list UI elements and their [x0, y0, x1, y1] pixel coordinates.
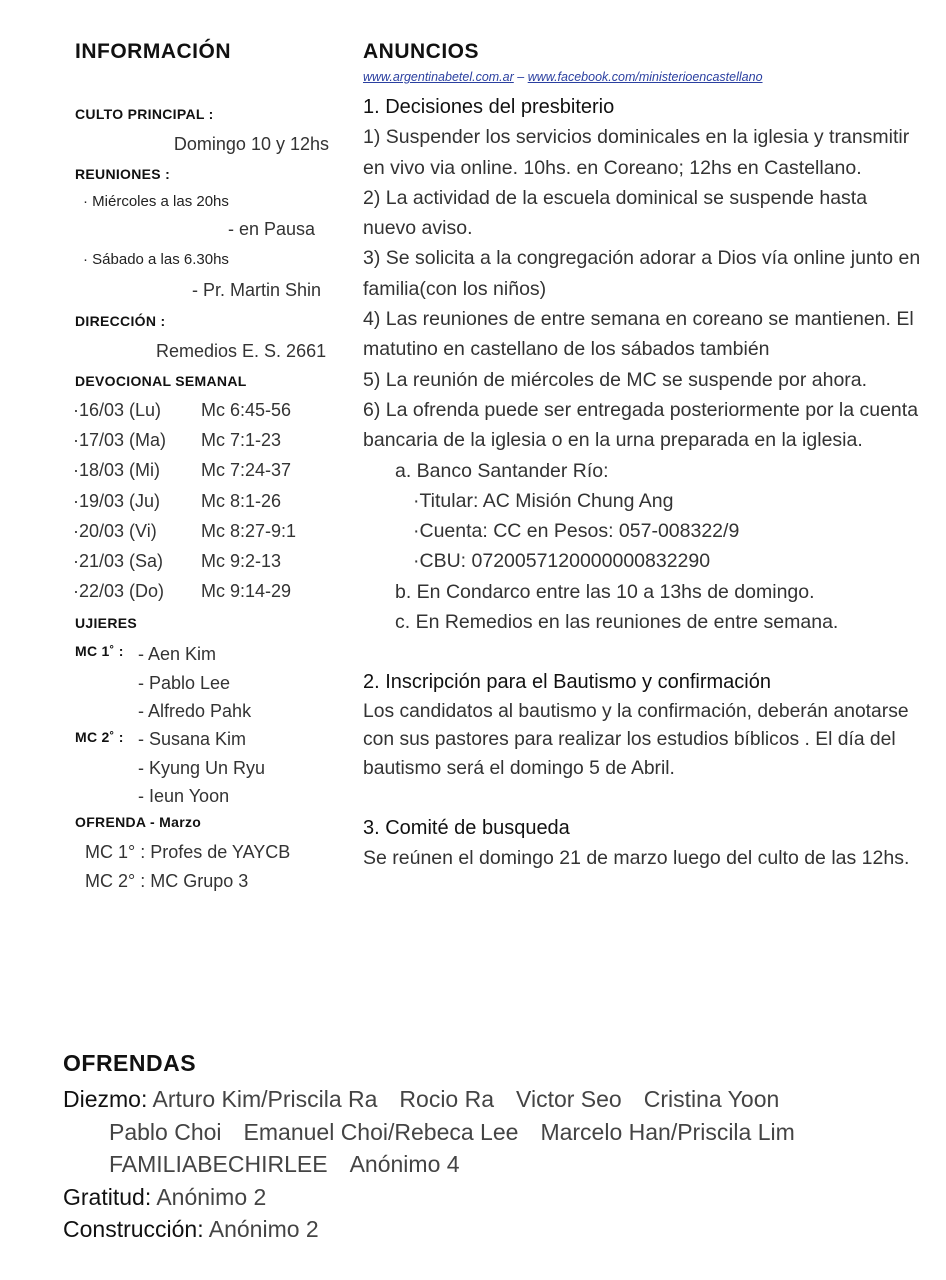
direccion-label: DIRECCIÓN :	[75, 313, 166, 329]
culto-label: CULTO PRINCIPAL :	[75, 106, 214, 122]
devocional-date: ·21/03 (Sa)	[73, 550, 164, 571]
section-bautismo	[363, 667, 923, 783]
diezmo-name: Arturo Kim/Priscila Ra	[152, 1086, 378, 1112]
devocional-date: ·19/03 (Ju)	[73, 490, 161, 511]
facebook-link[interactable]: www.facebook.com/ministerioencastellano	[527, 70, 763, 84]
devocional-row	[73, 460, 343, 490]
bank-option-c: c. En Remedios en las reuniones de entre semana.	[395, 611, 839, 634]
reunion-miercoles-note: - en Pausa	[228, 219, 316, 239]
ofrenda-mc2: MC 2° : MC Grupo 3	[85, 870, 249, 891]
ofrendas-title: OFRENDAS	[63, 1050, 197, 1076]
decision-item: 6) La ofrenda puede ser entregada posteriormente por la cuenta bancaria de la iglesia o en la urna preparada en la iglesia.	[363, 398, 919, 452]
direccion-value: Remedios E. S. 2661	[156, 341, 327, 361]
devocional-ref: Mc 6:45-56	[201, 400, 292, 420]
informacion-title: INFORMACIÓN	[75, 40, 231, 63]
diezmo-name: Victor Seo	[516, 1086, 622, 1112]
ofrenda-list	[85, 838, 290, 895]
devocional-row	[73, 551, 343, 581]
reuniones-label: REUNIONES :	[75, 166, 171, 182]
diezmo-name: Emanuel Choi/Rebeca Lee	[243, 1118, 519, 1145]
ujier-name: - Kyung Un Ryu	[138, 757, 266, 778]
devocional-date: ·17/03 (Ma)	[73, 430, 167, 451]
ofrenda-mc1: MC 1° : Profes de YAYCB	[85, 842, 291, 862]
diezmo-name: Pablo Choi	[109, 1118, 222, 1145]
bank-cbu: ·CBU: 0720057120000000832290	[413, 550, 711, 573]
decision-item: 3) Se solicita a la congregación adorar a Dios vía online junto en familia(con los niños)	[363, 247, 921, 300]
link-separator: –	[513, 70, 528, 84]
devocional-date: ·18/03 (Mi)	[73, 460, 161, 481]
ujier-name: - Aen Kim	[138, 644, 217, 664]
section-decisiones-title: 1. Decisiones del presbiterio	[363, 96, 615, 118]
devocional-date: ·20/03 (Vi)	[73, 520, 157, 541]
bank-cuenta: ·Cuenta: CC en Pesos: 057-008322/9	[413, 520, 740, 543]
anuncios-links	[363, 70, 923, 84]
devocional-list	[73, 400, 343, 611]
diezmo-line	[63, 1116, 923, 1149]
devocional-ref: Mc 9:14-29	[201, 581, 292, 602]
gratitud-label: Gratitud:	[63, 1183, 152, 1210]
decision-item: 2) La actividad de la escuela dominical se suspende hasta nuevo aviso.	[363, 186, 868, 240]
devocional-ref: Mc 8:27-9:1	[201, 520, 297, 541]
ofrenda-month: Marzo	[159, 814, 202, 830]
devocional-row	[73, 581, 343, 611]
gratitud-line	[63, 1181, 923, 1214]
diezmo-name: Marcelo Han/Priscila Lim	[540, 1118, 795, 1145]
devocional-row	[73, 491, 343, 521]
diezmo-name: Anónimo 4	[349, 1151, 460, 1177]
bank-option-a: a. Banco Santander Río:	[395, 459, 609, 482]
reunion-sabado: · Sábado a las 6.30hs	[83, 251, 229, 268]
reunion-miercoles: · Miércoles a las 20hs	[83, 193, 229, 210]
devocional-ref: Mc 8:1-26	[201, 490, 282, 511]
reunion-sabado-note: - Pr. Martin Shin	[192, 280, 322, 300]
section-comite-text: Se reúnen el domingo 21 de marzo luego del culto de las 12hs.	[363, 847, 910, 870]
devocional-row	[73, 400, 343, 430]
diezmo-label: Diezmo:	[63, 1086, 148, 1112]
anuncios-column	[363, 40, 923, 873]
section-bautismo-text: Los candidatos al bautismo y la confirmación, deberán anotarse con sus pastores para realizar los estudios bíblicos . El día del bautismo será el domingo 5 de Abril.	[363, 700, 909, 779]
gratitud-value: Anónimo 2	[156, 1183, 267, 1210]
ujier-name: - Susana Kim	[138, 729, 247, 749]
ofrendas-section	[63, 1050, 923, 1246]
decision-item: 1) Suspender los servicios dominicales en la iglesia y transmitir en vivo via online. 10hs. en Coreano; 12hs en Castellano.	[363, 126, 910, 179]
section-comite	[363, 813, 923, 873]
decision-item: 4) Las reuniones de entre semana en coreano se mantienen. El matutino en castellano de los sábados también	[363, 308, 914, 361]
diezmo-name: Cristina Yoon	[643, 1086, 780, 1112]
devocional-row	[73, 430, 343, 460]
ujier-name: - Pablo Lee	[138, 672, 231, 693]
anuncios-title: ANUNCIOS	[363, 40, 480, 63]
ujier-name: - Alfredo Pahk	[138, 701, 252, 721]
bank-titular: ·Titular: AC Misión Chung Ang	[413, 489, 674, 512]
decision-item: 5) La reunión de miércoles de MC se suspende por ahora.	[363, 368, 868, 391]
diezmo-name: Rocio Ra	[399, 1086, 495, 1112]
bank-option-b: b. En Condarco entre las 10 a 13hs de domingo.	[395, 580, 815, 603]
diezmo-line	[63, 1148, 923, 1181]
devocional-ref: Mc 7:1-23	[201, 430, 282, 451]
devocional-ref: Mc 9:2-13	[201, 550, 282, 571]
ujieres-mc2-list	[138, 725, 265, 811]
diezmo-line	[63, 1083, 923, 1116]
section-decisiones	[363, 92, 923, 637]
devocional-ref: Mc 7:24-37	[201, 460, 292, 481]
construccion-value: Anónimo 2	[208, 1216, 319, 1242]
devocional-row	[73, 521, 343, 551]
culto-value: Domingo 10 y 12hs	[173, 134, 329, 154]
ujieres-mc1-list	[138, 640, 251, 726]
construccion-label: Construcción:	[63, 1216, 204, 1242]
ujier-name: - Ieun Yoon	[138, 786, 230, 806]
ofrenda-label	[75, 814, 201, 830]
ujieres-mc1-label: MC 1˚ :	[75, 643, 124, 659]
section-bautismo-title: 2. Inscripción para el Bautismo y confirmación	[363, 671, 771, 694]
devocional-label: DEVOCIONAL SEMANAL	[75, 373, 247, 389]
devocional-date: ·22/03 (Do)	[73, 581, 165, 602]
ujieres-label: UJIERES	[75, 615, 138, 631]
informacion-column	[73, 40, 335, 891]
ofrenda-label-text: OFRENDA -	[75, 814, 160, 830]
devocional-date: ·16/03 (Lu)	[73, 400, 162, 420]
construccion-line	[63, 1213, 923, 1246]
website-link[interactable]: www.argentinabetel.com.ar	[363, 70, 514, 84]
diezmo-name: FAMILIABECHIRLEE	[109, 1151, 328, 1177]
section-comite-title: 3. Comité de busqueda	[363, 817, 570, 840]
ujieres-mc2-label: MC 2˚ :	[75, 729, 124, 745]
